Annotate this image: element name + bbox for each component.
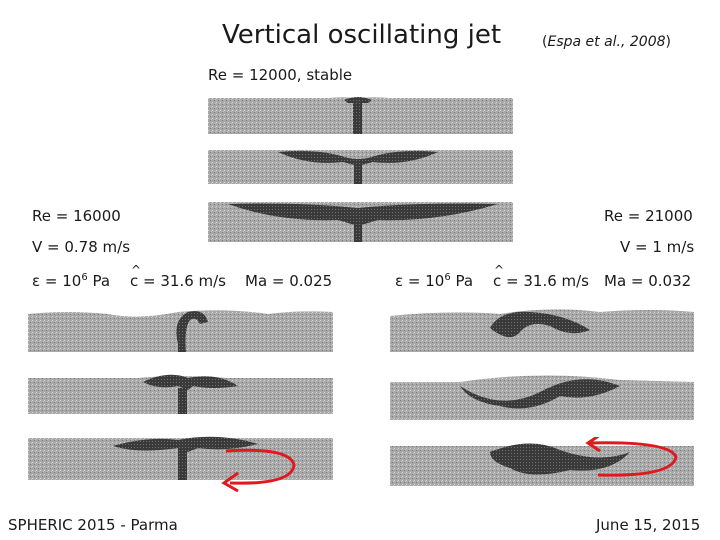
- right-re-label: Re = 21000: [604, 207, 693, 225]
- top-panel-3: [208, 190, 513, 242]
- left-panel-1: [28, 300, 333, 352]
- slide-title: Vertical oscillating jet: [222, 20, 502, 50]
- reference-text: Espa et al., 2008: [547, 34, 666, 50]
- right-sound-speed-label: ^ c = 31.6 m/s: [493, 272, 589, 290]
- right-panel-2: [390, 362, 694, 420]
- reference-citation: (Espa et al., 2008): [542, 34, 671, 50]
- right-epsilon-label: $\varepsilon = 10^6$ Pa: [395, 272, 474, 290]
- top-case-label: Re = 12000, stable: [208, 66, 353, 84]
- right-mach-label: Ma = 0.032: [604, 272, 692, 290]
- footer-right: June 15, 2015: [596, 516, 701, 534]
- top-panel-2: [208, 138, 513, 184]
- left-mach-label: Ma = 0.025: [245, 272, 333, 290]
- right-velocity-label: V = 1 m/s: [620, 238, 695, 256]
- left-epsilon-label: $\varepsilon = 10^6$ Pa: [32, 272, 111, 290]
- left-sound-speed-label: ^ c = 31.6 m/s: [130, 272, 226, 290]
- left-velocity-label: V = 0.78 m/s: [32, 238, 131, 256]
- right-panel-1: [390, 300, 694, 352]
- left-re-label: Re = 16000: [32, 207, 121, 225]
- left-panel-2: [28, 360, 333, 414]
- red-rotation-arrow-icon: [220, 437, 302, 493]
- footer-left: SPHERIC 2015 - Parma: [8, 516, 178, 534]
- red-rotation-arrow-icon: [580, 437, 680, 493]
- top-panel-1: [208, 90, 513, 134]
